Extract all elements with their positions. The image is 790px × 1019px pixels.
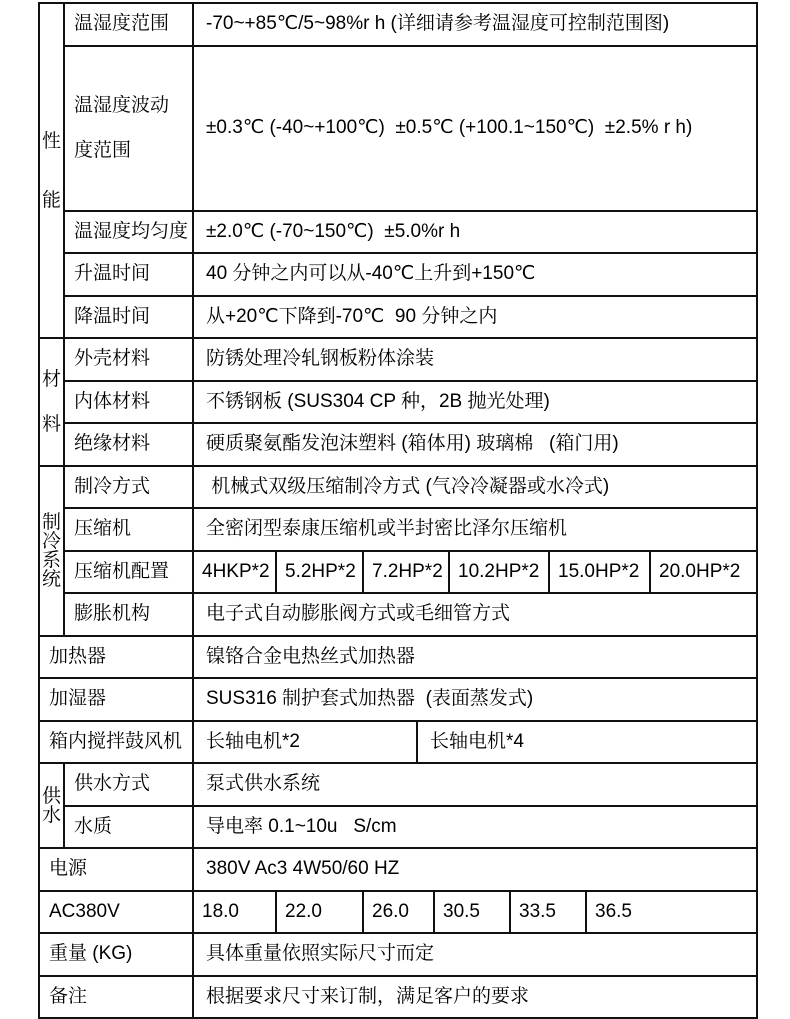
group-char: 供 bbox=[41, 785, 61, 807]
row-value-cell: 泵式供水系统 bbox=[193, 763, 757, 806]
spec-row bbox=[39, 721, 757, 764]
group-cell-cooling bbox=[39, 466, 64, 636]
spec-table bbox=[38, 2, 758, 1019]
group-char: 统 bbox=[41, 568, 61, 590]
spec-row bbox=[39, 891, 757, 934]
group-char: 水 bbox=[41, 804, 61, 826]
row-value-cell: 不锈钢板 (SUS304 CP 种，2B 抛光处理) bbox=[193, 381, 757, 424]
spec-row bbox=[39, 211, 757, 254]
spec-row bbox=[39, 848, 757, 891]
group-char: 系 bbox=[41, 549, 61, 571]
current-value-cell: 33.5 bbox=[510, 891, 586, 934]
compressor-config-cell: 15.0HP*2 bbox=[549, 551, 650, 594]
spec-row bbox=[39, 678, 757, 721]
spec-row bbox=[39, 508, 757, 551]
spec-row bbox=[39, 3, 757, 46]
spec-row bbox=[39, 593, 757, 636]
row-value-cell: 防锈处理冷轧钢板粉体涂装 bbox=[193, 338, 757, 381]
row-value-cell: 电子式自动膨胀阀方式或毛细管方式 bbox=[193, 593, 757, 636]
row-label-cell: 压缩机 bbox=[64, 508, 193, 551]
row-value-cell: SUS316 制护套式加热器 (表面蒸发式) bbox=[193, 678, 757, 721]
row-value-cell: 导电率 0.1~10u S/cm bbox=[193, 806, 757, 849]
compressor-config-cell: 4HKP*2 bbox=[193, 551, 276, 594]
row-label-cell: 膨胀机构 bbox=[64, 593, 193, 636]
spec-row bbox=[39, 551, 757, 594]
row-value-cell: 全密闭型泰康压缩机或半封密比泽尔压缩机 bbox=[193, 508, 757, 551]
group-label-materials bbox=[40, 370, 63, 434]
row-label-cell: 温湿度范围 bbox=[64, 3, 193, 46]
row-value-cell: 具体重量依照实际尺寸而定 bbox=[193, 933, 757, 976]
row-label-line: 度范围 bbox=[74, 140, 132, 161]
group-cell-performance bbox=[39, 3, 64, 338]
row-label-cell: 供水方式 bbox=[64, 763, 193, 806]
row-label-cell: 加热器 bbox=[39, 636, 193, 679]
row-value-cell: 380V Ac3 4W50/60 HZ bbox=[193, 848, 757, 891]
row-label-cell: 加湿器 bbox=[39, 678, 193, 721]
spec-row bbox=[39, 253, 757, 296]
row-label-cell: 电源 bbox=[39, 848, 193, 891]
current-value-cell: 18.0 bbox=[193, 891, 276, 934]
group-char: 能 bbox=[41, 189, 61, 211]
row-label-cell: 水质 bbox=[64, 806, 193, 849]
row-label-cell: 升温时间 bbox=[64, 253, 193, 296]
spec-row bbox=[39, 636, 757, 679]
row-label-cell: AC380V bbox=[39, 891, 193, 934]
row-label-cell: 备注 bbox=[39, 976, 193, 1019]
blower-option-cell: 长轴电机*2 bbox=[193, 721, 417, 764]
row-label-cell: 外壳材料 bbox=[64, 338, 193, 381]
row-label-line: 温湿度波动 bbox=[74, 95, 170, 116]
row-value-cell: -70~+85℃/5~98%r h (详细请参考温湿度可控制范围图) bbox=[193, 3, 757, 46]
row-value-cell: ±2.0℃ (-70~150℃) ±5.0%r h bbox=[193, 211, 757, 254]
row-label-cell: 降温时间 bbox=[64, 296, 193, 339]
current-value-cell: 36.5 bbox=[586, 891, 757, 934]
row-value-cell: 机械式双级压缩制冷方式 (气冷冷凝器或水冷式) bbox=[193, 466, 757, 509]
row-label-cell: 压缩机配置 bbox=[64, 551, 193, 594]
row-value-cell: 镍铬合金电热丝式加热器 bbox=[193, 636, 757, 679]
row-label-cell: 制冷方式 bbox=[64, 466, 193, 509]
group-char: 冷 bbox=[41, 530, 61, 552]
blower-option-cell: 长轴电机*4 bbox=[417, 721, 757, 764]
row-label-cell: 箱内搅拌鼓风机 bbox=[39, 721, 193, 764]
row-label-cell: 重量 (KG) bbox=[39, 933, 193, 976]
compressor-config-cell: 10.2HP*2 bbox=[449, 551, 549, 594]
row-value-cell: 根据要求尺寸来订制，满足客户的要求 bbox=[193, 976, 757, 1019]
spec-row bbox=[39, 423, 757, 466]
spec-row bbox=[39, 763, 757, 806]
compressor-config-cell: 20.0HP*2 bbox=[650, 551, 757, 594]
spec-row bbox=[39, 296, 757, 339]
row-value-cell: 从+20℃下降到-70℃ 90 分钟之内 bbox=[193, 296, 757, 339]
group-label-performance bbox=[40, 132, 63, 210]
spec-row bbox=[39, 976, 757, 1019]
group-label-water bbox=[40, 787, 63, 825]
group-char: 料 bbox=[41, 413, 61, 435]
group-char: 制 bbox=[41, 511, 61, 533]
compressor-config-cell: 7.2HP*2 bbox=[363, 551, 449, 594]
spec-row bbox=[39, 338, 757, 381]
row-label-cell: 内体材料 bbox=[64, 381, 193, 424]
group-cell-materials bbox=[39, 338, 64, 466]
group-char: 性 bbox=[41, 130, 61, 152]
spec-row bbox=[39, 466, 757, 509]
current-value-cell: 26.0 bbox=[363, 891, 434, 934]
row-value-cell: ±0.3℃ (-40~+100℃) ±0.5℃ (+100.1~150℃) ±2.5% r h) bbox=[193, 46, 757, 211]
group-char: 材 bbox=[41, 368, 61, 390]
row-label-two-line bbox=[74, 96, 189, 160]
row-label-cell: 绝缘材料 bbox=[64, 423, 193, 466]
spec-row bbox=[39, 933, 757, 976]
current-value-cell: 30.5 bbox=[434, 891, 510, 934]
row-label-cell: 温湿度均匀度 bbox=[64, 211, 193, 254]
row-label-cell bbox=[64, 46, 193, 211]
current-value-cell: 22.0 bbox=[276, 891, 363, 934]
spec-row bbox=[39, 381, 757, 424]
group-cell-water bbox=[39, 763, 64, 848]
compressor-config-cell: 5.2HP*2 bbox=[276, 551, 363, 594]
group-label-cooling bbox=[40, 513, 63, 589]
spec-row bbox=[39, 46, 757, 211]
row-value-cell: 硬质聚氨酯发泡沫塑料 (箱体用) 玻璃棉 (箱门用) bbox=[193, 423, 757, 466]
spec-row bbox=[39, 806, 757, 849]
row-value-cell: 40 分钟之内可以从-40℃上升到+150℃ bbox=[193, 253, 757, 296]
